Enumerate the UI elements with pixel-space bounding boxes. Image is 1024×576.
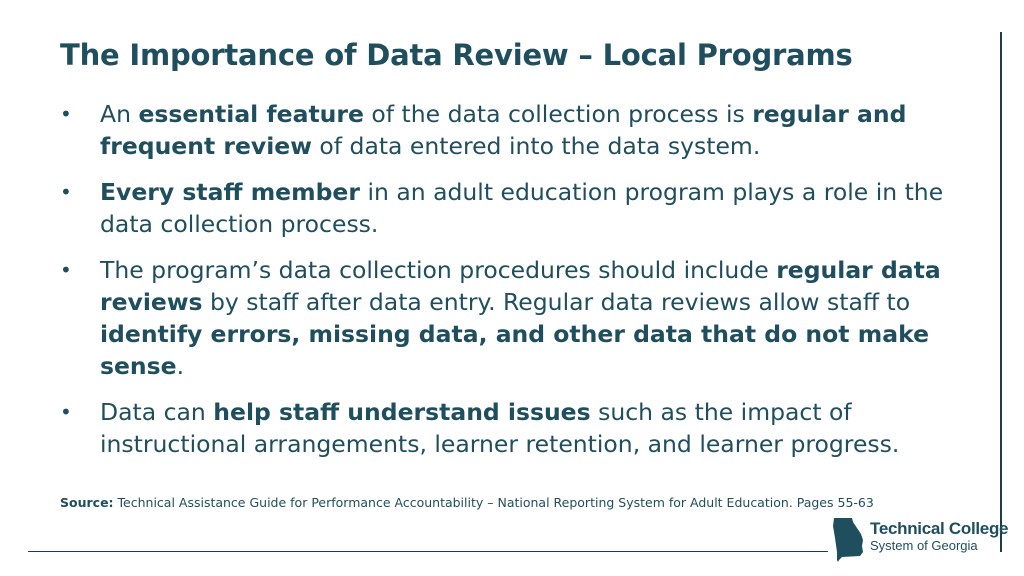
tcsg-logo xyxy=(830,516,1008,562)
bullet-text: in an adult education program plays a role in the data collection process. xyxy=(100,178,944,238)
bottom-divider xyxy=(28,551,828,552)
bullet-list xyxy=(60,98,980,474)
bullet-text: The program’s data collection procedures should include xyxy=(100,256,777,284)
logo-line2: System of Georgia xyxy=(870,538,978,553)
bullet-item xyxy=(60,98,980,162)
bullet-text: . xyxy=(176,352,185,380)
right-divider xyxy=(1000,32,1002,552)
bullet-item xyxy=(60,396,980,460)
logo-line1: Technical College xyxy=(870,519,1009,538)
logo-text xyxy=(870,520,1008,554)
bullet-marker: • xyxy=(60,400,72,424)
bullet-emphasis: essential feature xyxy=(138,100,364,128)
bullet-marker: • xyxy=(60,102,72,126)
bullet-text: by staff after data entry. Regular data reviews allow staff to xyxy=(202,288,911,316)
slide-title: The Importance of Data Review – Local Programs xyxy=(60,38,853,72)
bullet-text: of data entered into the data system. xyxy=(311,132,761,160)
source-text: Technical Assistance Guide for Performance Accountability – National Reporting System for Adult Education. Pages 55-63 xyxy=(113,495,874,510)
bullet-marker: • xyxy=(60,180,72,204)
bullet-text: Data can xyxy=(100,398,214,426)
bullet-emphasis: regular data reviews xyxy=(100,256,941,316)
bullet-marker: • xyxy=(60,258,72,282)
source-citation xyxy=(60,495,980,510)
source-label: Source: xyxy=(60,495,114,510)
bullet-text: An xyxy=(100,100,139,128)
bullet-emphasis: regular and frequent review xyxy=(100,100,907,160)
bullet-text: such as the impact of instructional arrangements, learner retention, and learner progress. xyxy=(100,398,900,458)
bullet-item xyxy=(60,176,980,240)
bullet-emphasis: help staff understand issues xyxy=(213,398,591,426)
bullet-item xyxy=(60,254,980,382)
bullet-text: of the data collection process is xyxy=(363,100,753,128)
bullet-emphasis: identify errors, missing data, and other data that do not make sense xyxy=(100,320,930,380)
georgia-map-icon xyxy=(830,516,866,562)
bullet-emphasis: Every staff member xyxy=(100,178,360,206)
